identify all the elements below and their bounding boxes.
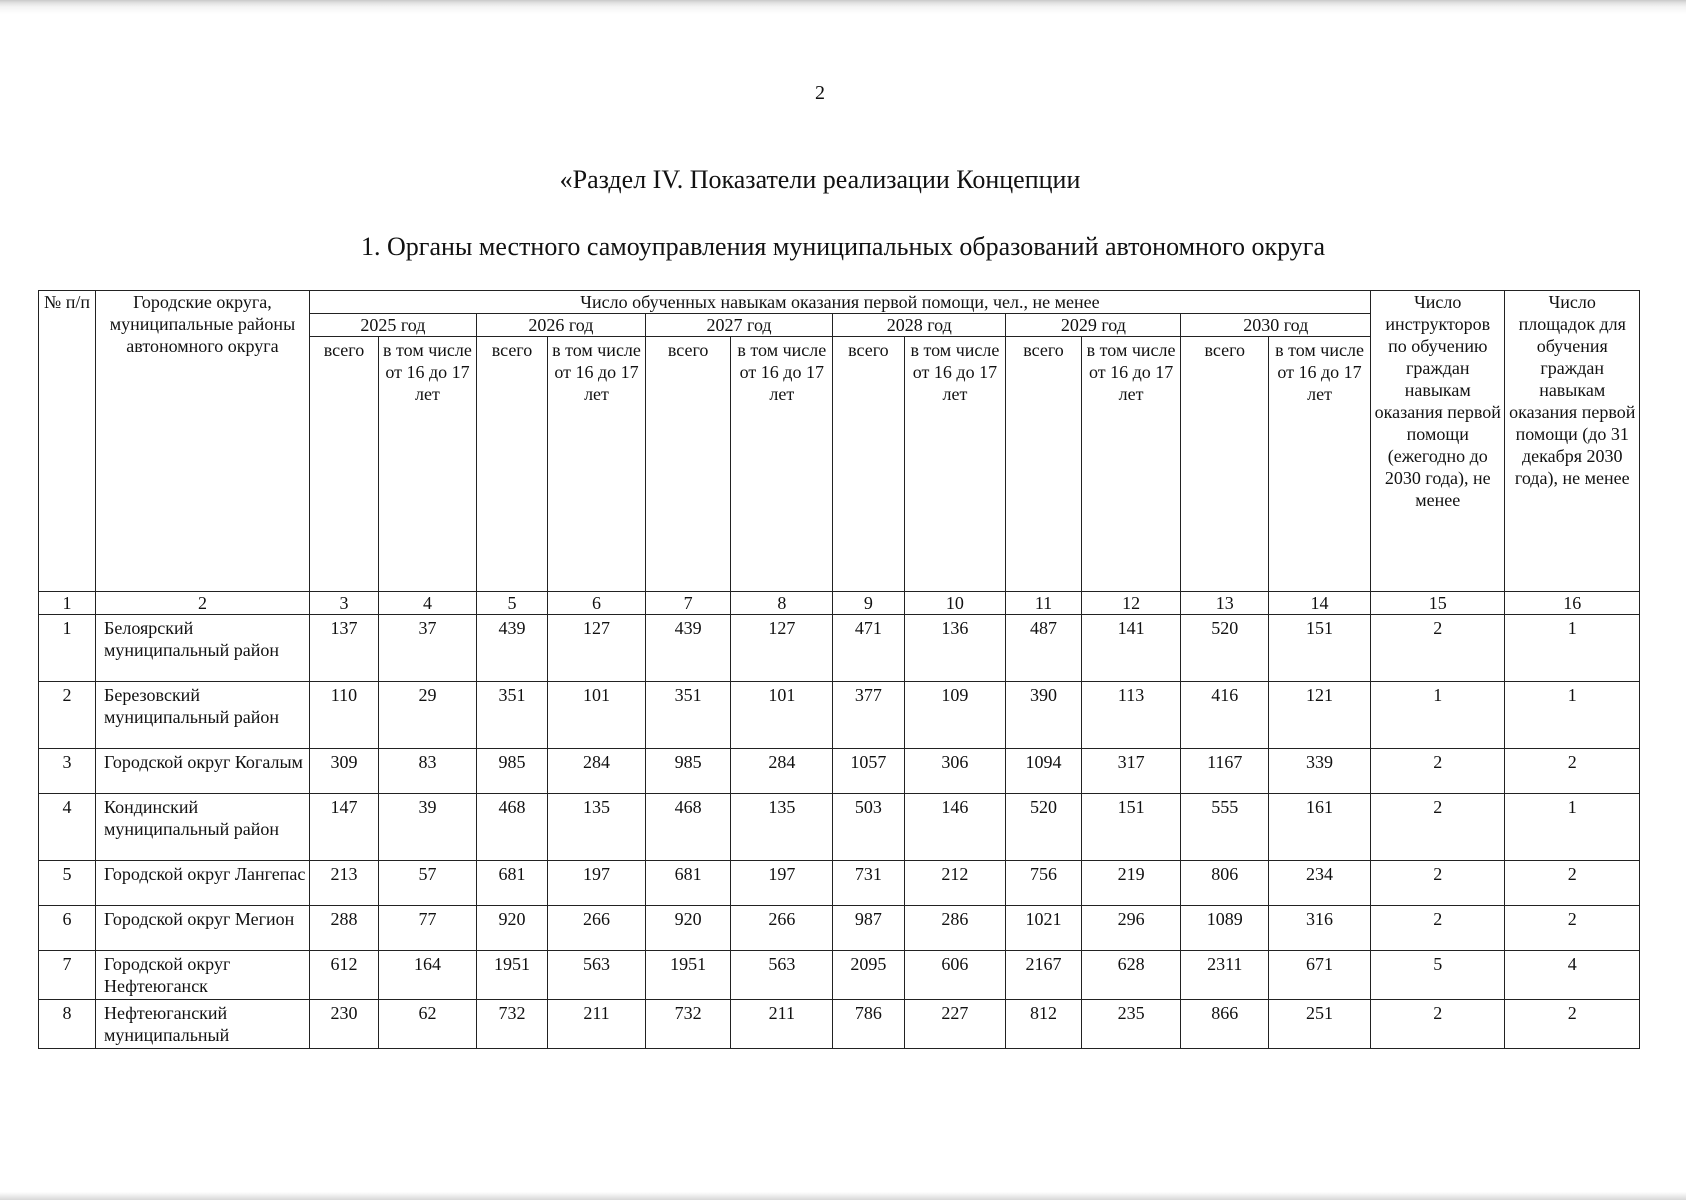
header-total: всего [476, 337, 547, 592]
cell-value: 731 [833, 861, 904, 906]
region-name: Нефтеюганский муниципальный [96, 1000, 310, 1049]
cell-value: 284 [731, 749, 833, 794]
header-youth: в том числе от 16 до 17 лет [548, 337, 646, 592]
cell-value: 29 [379, 682, 477, 749]
cell-value: 520 [1006, 794, 1081, 861]
cell-value: 920 [476, 906, 547, 951]
cell-value: 339 [1269, 749, 1371, 794]
header-youth: в том числе от 16 до 17 лет [731, 337, 833, 592]
cell-value: 468 [645, 794, 731, 861]
cell-value: 1167 [1181, 749, 1269, 794]
cell-value: 161 [1269, 794, 1371, 861]
column-numbers-row [39, 592, 1640, 615]
column-number: 9 [833, 592, 904, 615]
row-number: 1 [39, 615, 96, 682]
cell-value: 416 [1181, 682, 1269, 749]
cell-value: 756 [1006, 861, 1081, 906]
region-name: Белоярский муниципальный район [96, 615, 310, 682]
cell-value: 147 [309, 794, 378, 861]
cell-value: 555 [1181, 794, 1269, 861]
cell-value: 101 [731, 682, 833, 749]
column-number: 10 [904, 592, 1006, 615]
cell-value: 284 [548, 749, 646, 794]
cell-value: 212 [904, 861, 1006, 906]
cell-value: 351 [645, 682, 731, 749]
header-year: 2029 год [1006, 314, 1181, 337]
sites-value: 1 [1505, 615, 1640, 682]
cell-value: 146 [904, 794, 1006, 861]
region-name: Городской округ Нефтеюганск [96, 951, 310, 1000]
cell-value: 127 [548, 615, 646, 682]
column-number: 6 [548, 592, 646, 615]
cell-value: 1951 [645, 951, 731, 1000]
column-number: 2 [96, 592, 310, 615]
cell-value: 37 [379, 615, 477, 682]
header-trained: Число обученных навыкам оказания первой помощи, чел., не менее [309, 291, 1370, 314]
cell-value: 234 [1269, 861, 1371, 906]
row-number: 4 [39, 794, 96, 861]
cell-value: 1089 [1181, 906, 1269, 951]
cell-value: 227 [904, 1000, 1006, 1049]
instructors-value: 2 [1371, 749, 1505, 794]
cell-value: 732 [476, 1000, 547, 1049]
cell-value: 197 [731, 861, 833, 906]
cell-value: 468 [476, 794, 547, 861]
cell-value: 306 [904, 749, 1006, 794]
cell-value: 135 [731, 794, 833, 861]
cell-value: 266 [548, 906, 646, 951]
page-number: 2 [815, 82, 825, 104]
cell-value: 681 [645, 861, 731, 906]
cell-value: 197 [548, 861, 646, 906]
cell-value: 2311 [1181, 951, 1269, 1000]
table-row [39, 682, 1640, 749]
cell-value: 235 [1081, 1000, 1181, 1049]
row-number: 3 [39, 749, 96, 794]
cell-value: 211 [548, 1000, 646, 1049]
cell-value: 866 [1181, 1000, 1269, 1049]
cell-value: 141 [1081, 615, 1181, 682]
cell-value: 439 [476, 615, 547, 682]
region-name: Кондинский муниципальный район [96, 794, 310, 861]
cell-value: 101 [548, 682, 646, 749]
cell-value: 520 [1181, 615, 1269, 682]
cell-value: 151 [1269, 615, 1371, 682]
cell-value: 137 [309, 615, 378, 682]
sites-value: 2 [1505, 749, 1640, 794]
cell-value: 251 [1269, 1000, 1371, 1049]
sites-value: 1 [1505, 794, 1640, 861]
cell-value: 151 [1081, 794, 1181, 861]
cell-value: 109 [904, 682, 1006, 749]
instructors-value: 2 [1371, 794, 1505, 861]
cell-value: 316 [1269, 906, 1371, 951]
scan-edge-bottom [0, 1192, 1686, 1200]
cell-value: 985 [645, 749, 731, 794]
sites-value: 2 [1505, 1000, 1640, 1049]
table-row [39, 861, 1640, 906]
subsection-title: 1. Органы местного самоуправления муниципальных образований автономного округа [361, 232, 1325, 261]
column-number: 1 [39, 592, 96, 615]
cell-value: 2167 [1006, 951, 1081, 1000]
cell-value: 317 [1081, 749, 1181, 794]
column-number: 15 [1371, 592, 1505, 615]
sites-value: 2 [1505, 861, 1640, 906]
cell-value: 812 [1006, 1000, 1081, 1049]
cell-value: 671 [1269, 951, 1371, 1000]
region-name: Городской округ Когалым [96, 749, 310, 794]
cell-value: 309 [309, 749, 378, 794]
cell-value: 164 [379, 951, 477, 1000]
cell-value: 57 [379, 861, 477, 906]
header-year: 2027 год [645, 314, 832, 337]
cell-value: 1951 [476, 951, 547, 1000]
cell-value: 390 [1006, 682, 1081, 749]
cell-value: 127 [731, 615, 833, 682]
cell-value: 377 [833, 682, 904, 749]
instructors-value: 2 [1371, 1000, 1505, 1049]
cell-value: 732 [645, 1000, 731, 1049]
column-number: 4 [379, 592, 477, 615]
header-year: 2030 год [1181, 314, 1371, 337]
cell-value: 606 [904, 951, 1006, 1000]
cell-value: 920 [645, 906, 731, 951]
header-year: 2025 год [309, 314, 476, 337]
cell-value: 2095 [833, 951, 904, 1000]
cell-value: 135 [548, 794, 646, 861]
header-total: всего [309, 337, 378, 592]
cell-value: 1057 [833, 749, 904, 794]
cell-value: 286 [904, 906, 1006, 951]
instructors-value: 2 [1371, 615, 1505, 682]
header-total: всего [1181, 337, 1269, 592]
row-number: 5 [39, 861, 96, 906]
indicators-table [38, 290, 1640, 1049]
cell-value: 985 [476, 749, 547, 794]
cell-value: 121 [1269, 682, 1371, 749]
cell-value: 83 [379, 749, 477, 794]
row-number: 8 [39, 1000, 96, 1049]
header-no: № п/п [39, 291, 96, 592]
column-number: 16 [1505, 592, 1640, 615]
region-name: Городской округ Лангепас [96, 861, 310, 906]
cell-value: 219 [1081, 861, 1181, 906]
cell-value: 439 [645, 615, 731, 682]
column-number: 14 [1269, 592, 1371, 615]
cell-value: 113 [1081, 682, 1181, 749]
cell-value: 39 [379, 794, 477, 861]
cell-value: 987 [833, 906, 904, 951]
header-total: всего [1006, 337, 1081, 592]
section-title: «Раздел IV. Показатели реализации Концепции [559, 165, 1081, 194]
column-number: 8 [731, 592, 833, 615]
cell-value: 62 [379, 1000, 477, 1049]
cell-value: 628 [1081, 951, 1181, 1000]
cell-value: 230 [309, 1000, 378, 1049]
header-region: Городские округа, муниципальные районы автономного округа [96, 291, 310, 592]
region-name: Березовский муниципальный район [96, 682, 310, 749]
sites-value: 1 [1505, 682, 1640, 749]
instructors-value: 2 [1371, 906, 1505, 951]
header-youth: в том числе от 16 до 17 лет [1269, 337, 1371, 592]
column-number: 3 [309, 592, 378, 615]
column-number: 12 [1081, 592, 1181, 615]
header-youth: в том числе от 16 до 17 лет [379, 337, 477, 592]
table-row [39, 1000, 1640, 1049]
scan-edge-top [0, 0, 1686, 14]
column-number: 7 [645, 592, 731, 615]
cell-value: 471 [833, 615, 904, 682]
header-instructors: Число инструкторов по обучению граждан навыкам оказания первой помощи (ежегодно до 2030 года), не менее [1371, 291, 1505, 592]
table-row [39, 951, 1640, 1000]
row-number: 2 [39, 682, 96, 749]
cell-value: 1094 [1006, 749, 1081, 794]
sites-value: 2 [1505, 906, 1640, 951]
header-sites: Число площадок для обучения граждан навыкам оказания первой помощи (до 31 декабря 2030 года), не менее [1505, 291, 1640, 592]
cell-value: 266 [731, 906, 833, 951]
cell-value: 563 [548, 951, 646, 1000]
cell-value: 612 [309, 951, 378, 1000]
cell-value: 136 [904, 615, 1006, 682]
header-youth: в том числе от 16 до 17 лет [1081, 337, 1181, 592]
cell-value: 211 [731, 1000, 833, 1049]
table-row [39, 615, 1640, 682]
instructors-value: 1 [1371, 682, 1505, 749]
cell-value: 786 [833, 1000, 904, 1049]
cell-value: 563 [731, 951, 833, 1000]
header-year: 2028 год [833, 314, 1006, 337]
sites-value: 4 [1505, 951, 1640, 1000]
cell-value: 681 [476, 861, 547, 906]
instructors-value: 2 [1371, 861, 1505, 906]
column-number: 5 [476, 592, 547, 615]
cell-value: 1021 [1006, 906, 1081, 951]
cell-value: 487 [1006, 615, 1081, 682]
row-number: 7 [39, 951, 96, 1000]
region-name: Городской округ Мегион [96, 906, 310, 951]
header-youth: в том числе от 16 до 17 лет [904, 337, 1006, 592]
cell-value: 806 [1181, 861, 1269, 906]
cell-value: 351 [476, 682, 547, 749]
table-row [39, 749, 1640, 794]
cell-value: 503 [833, 794, 904, 861]
cell-value: 296 [1081, 906, 1181, 951]
column-number: 11 [1006, 592, 1081, 615]
table-row [39, 794, 1640, 861]
header-year: 2026 год [476, 314, 645, 337]
cell-value: 288 [309, 906, 378, 951]
column-number: 13 [1181, 592, 1269, 615]
table-row [39, 906, 1640, 951]
cell-value: 213 [309, 861, 378, 906]
header-total: всего [833, 337, 904, 592]
header-total: всего [645, 337, 731, 592]
cell-value: 77 [379, 906, 477, 951]
instructors-value: 5 [1371, 951, 1505, 1000]
cell-value: 110 [309, 682, 378, 749]
row-number: 6 [39, 906, 96, 951]
header-row-1 [39, 291, 1640, 314]
